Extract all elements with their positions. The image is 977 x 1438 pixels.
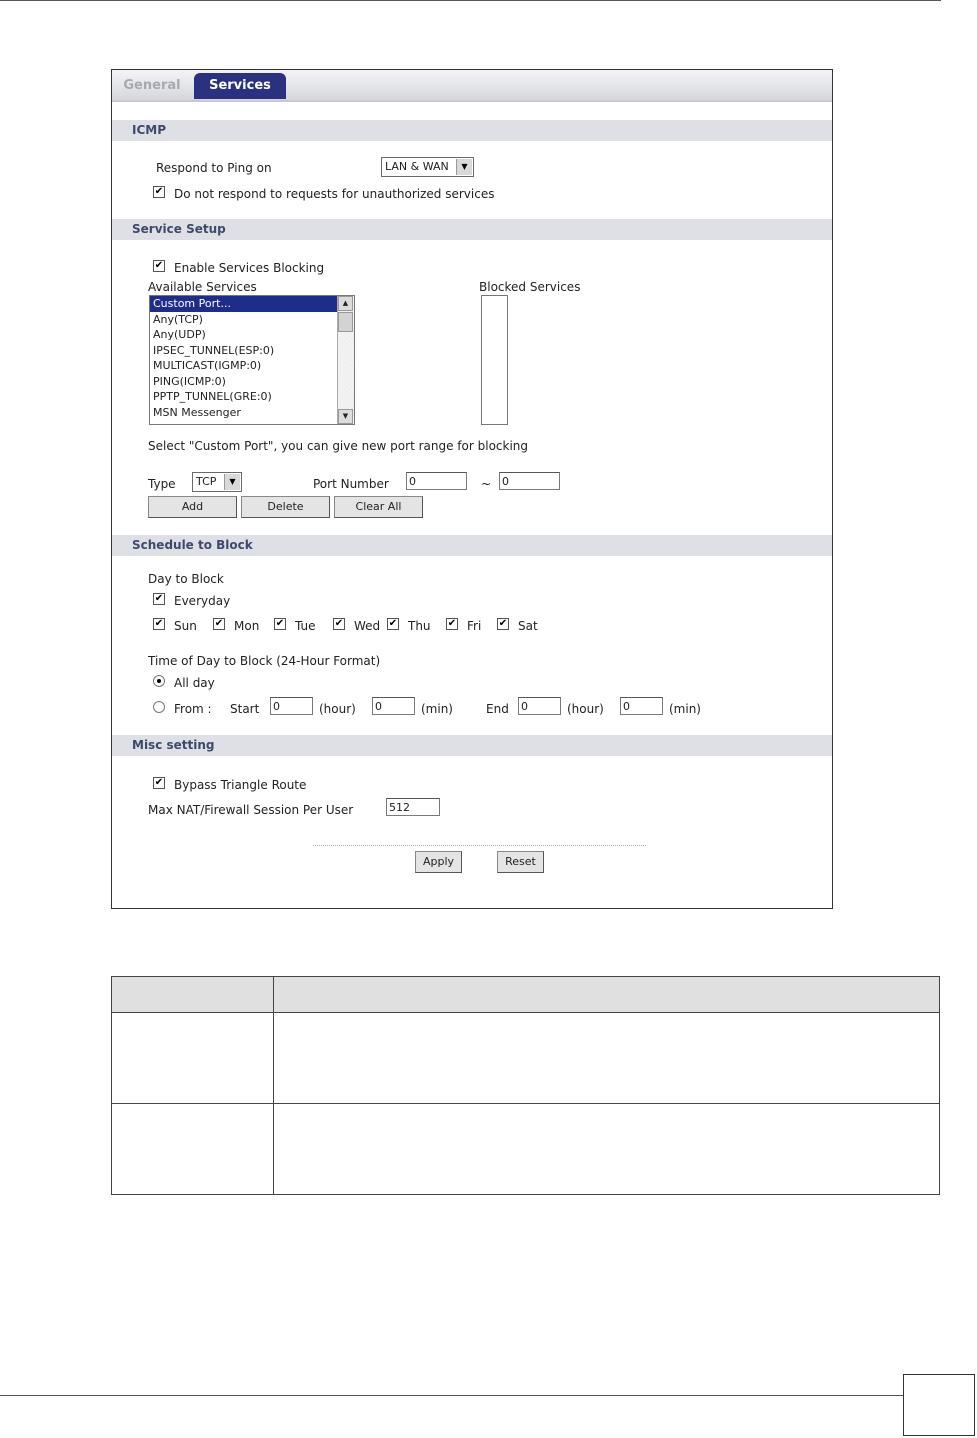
- page-bottom-rule: [0, 1395, 905, 1396]
- everyday-label: Everyday: [174, 594, 231, 608]
- max-session-input[interactable]: 512: [386, 798, 440, 816]
- start-label: Start: [230, 702, 260, 716]
- fri-label: Fri: [467, 619, 482, 633]
- wed-label: Wed: [354, 619, 381, 633]
- radio-selected-dot: [157, 679, 161, 683]
- clear-all-button[interactable]: Clear All: [334, 496, 423, 518]
- all-day-radio[interactable]: [153, 675, 165, 687]
- blocked-services-label: Blocked Services: [479, 280, 581, 294]
- available-services-label: Available Services: [148, 280, 257, 294]
- table-header-cell: [274, 977, 940, 1013]
- mon-label: Mon: [234, 619, 260, 633]
- reset-button[interactable]: Reset: [497, 851, 544, 873]
- end-hour-unit: (hour): [567, 702, 604, 716]
- table-cell: [112, 1104, 274, 1195]
- list-item[interactable]: Custom Port...: [150, 296, 354, 312]
- start-hour-input[interactable]: 0: [270, 697, 313, 715]
- type-value: TCP: [196, 475, 217, 488]
- bypass-triangle-label: Bypass Triangle Route: [174, 778, 307, 792]
- end-label: End: [486, 702, 509, 716]
- list-item[interactable]: MULTICAST(IGMP:0): [153, 359, 262, 372]
- sun-checkbox[interactable]: ✔: [154, 618, 164, 629]
- page-number-box: [903, 1374, 975, 1436]
- list-item[interactable]: PING(ICMP:0): [153, 374, 226, 388]
- tab-services[interactable]: Services: [194, 73, 286, 99]
- available-services-list[interactable]: [149, 295, 355, 425]
- section-schedule: Schedule to Block: [112, 535, 832, 556]
- port-from-input[interactable]: 0: [406, 472, 467, 490]
- day-to-block-label: Day to Block: [148, 572, 224, 586]
- type-select[interactable]: [192, 472, 242, 492]
- table-row: [112, 1104, 940, 1195]
- start-min-input[interactable]: 0: [372, 697, 415, 715]
- list-item[interactable]: Any(UDP): [153, 328, 206, 341]
- enable-blocking-label: Enable Services Blocking: [174, 261, 325, 275]
- tab-bar: [112, 70, 832, 102]
- list-item[interactable]: PPTP_TUNNEL(GRE:0): [153, 390, 272, 403]
- sun-label: Sun: [174, 619, 197, 633]
- type-label: Type: [148, 477, 176, 491]
- port-range-tilde: ~: [481, 477, 492, 491]
- table-header-cell: [112, 977, 274, 1013]
- list-item[interactable]: Any(TCP): [153, 312, 203, 326]
- apply-button[interactable]: Apply: [415, 851, 462, 873]
- no-respond-label: Do not respond to requests for unauthorized services: [174, 187, 495, 201]
- chevron-down-icon: ▼: [456, 159, 472, 175]
- bypass-triangle-checkbox[interactable]: ✔: [154, 777, 164, 788]
- thu-checkbox[interactable]: ✔: [388, 618, 398, 629]
- list-item[interactable]: MSN Messenger: [153, 405, 241, 419]
- table-header-row: [112, 977, 940, 1013]
- no-respond-checkbox[interactable]: ✔: [154, 186, 164, 197]
- start-hour-unit: (hour): [319, 702, 356, 716]
- add-button[interactable]: Add: [148, 496, 237, 518]
- sat-label: Sat: [518, 619, 538, 633]
- list-scrollbar[interactable]: [337, 296, 354, 424]
- start-min-unit: (min): [421, 702, 453, 716]
- end-hour-input[interactable]: 0: [518, 697, 561, 715]
- scroll-up-icon[interactable]: ▲: [338, 296, 353, 311]
- port-number-label: Port Number: [313, 477, 389, 491]
- table-cell: [274, 1013, 940, 1104]
- all-day-label: All day: [174, 676, 215, 690]
- label-description-table: [111, 976, 940, 1195]
- tue-label: Tue: [295, 619, 316, 633]
- port-to-input[interactable]: 0: [499, 472, 560, 490]
- respond-to-ping-value: LAN & WAN: [385, 160, 449, 173]
- sat-checkbox[interactable]: ✔: [498, 618, 508, 629]
- custom-port-hint: Select "Custom Port", you can give new port range for blocking: [148, 439, 529, 453]
- section-icmp: ICMP: [112, 120, 832, 141]
- mon-checkbox[interactable]: ✔: [214, 618, 224, 629]
- end-min-input[interactable]: 0: [620, 697, 663, 715]
- thu-label: Thu: [408, 619, 431, 633]
- scroll-thumb[interactable]: [338, 312, 353, 332]
- page-top-rule: [0, 0, 941, 1]
- end-min-unit: (min): [669, 702, 701, 716]
- divider: [313, 845, 646, 846]
- max-session-label: Max NAT/Firewall Session Per User: [148, 803, 354, 817]
- services-screen: [111, 69, 833, 909]
- respond-to-ping-select[interactable]: [381, 157, 474, 177]
- everyday-checkbox[interactable]: ✔: [154, 593, 164, 604]
- from-radio[interactable]: [153, 701, 165, 713]
- wed-checkbox[interactable]: ✔: [334, 618, 344, 629]
- tue-checkbox[interactable]: ✔: [275, 618, 285, 629]
- chevron-down-icon: ▼: [224, 474, 240, 490]
- section-misc: Misc setting: [112, 735, 832, 756]
- blocked-services-list[interactable]: [481, 295, 508, 425]
- respond-to-ping-label: Respond to Ping on: [156, 161, 272, 175]
- table-cell: [112, 1013, 274, 1104]
- time-of-day-label: Time of Day to Block (24-Hour Format): [148, 654, 381, 668]
- enable-blocking-checkbox[interactable]: ✔: [154, 260, 164, 271]
- table-row: [112, 1013, 940, 1104]
- section-service-setup: Service Setup: [112, 219, 832, 240]
- delete-button[interactable]: Delete: [241, 496, 330, 518]
- from-label: From :: [174, 702, 212, 716]
- scroll-down-icon[interactable]: ▼: [338, 409, 353, 424]
- table-cell: [274, 1104, 940, 1195]
- list-item[interactable]: IPSEC_TUNNEL(ESP:0): [153, 343, 275, 357]
- tab-general[interactable]: General: [123, 78, 181, 93]
- fri-checkbox[interactable]: ✔: [447, 618, 457, 629]
